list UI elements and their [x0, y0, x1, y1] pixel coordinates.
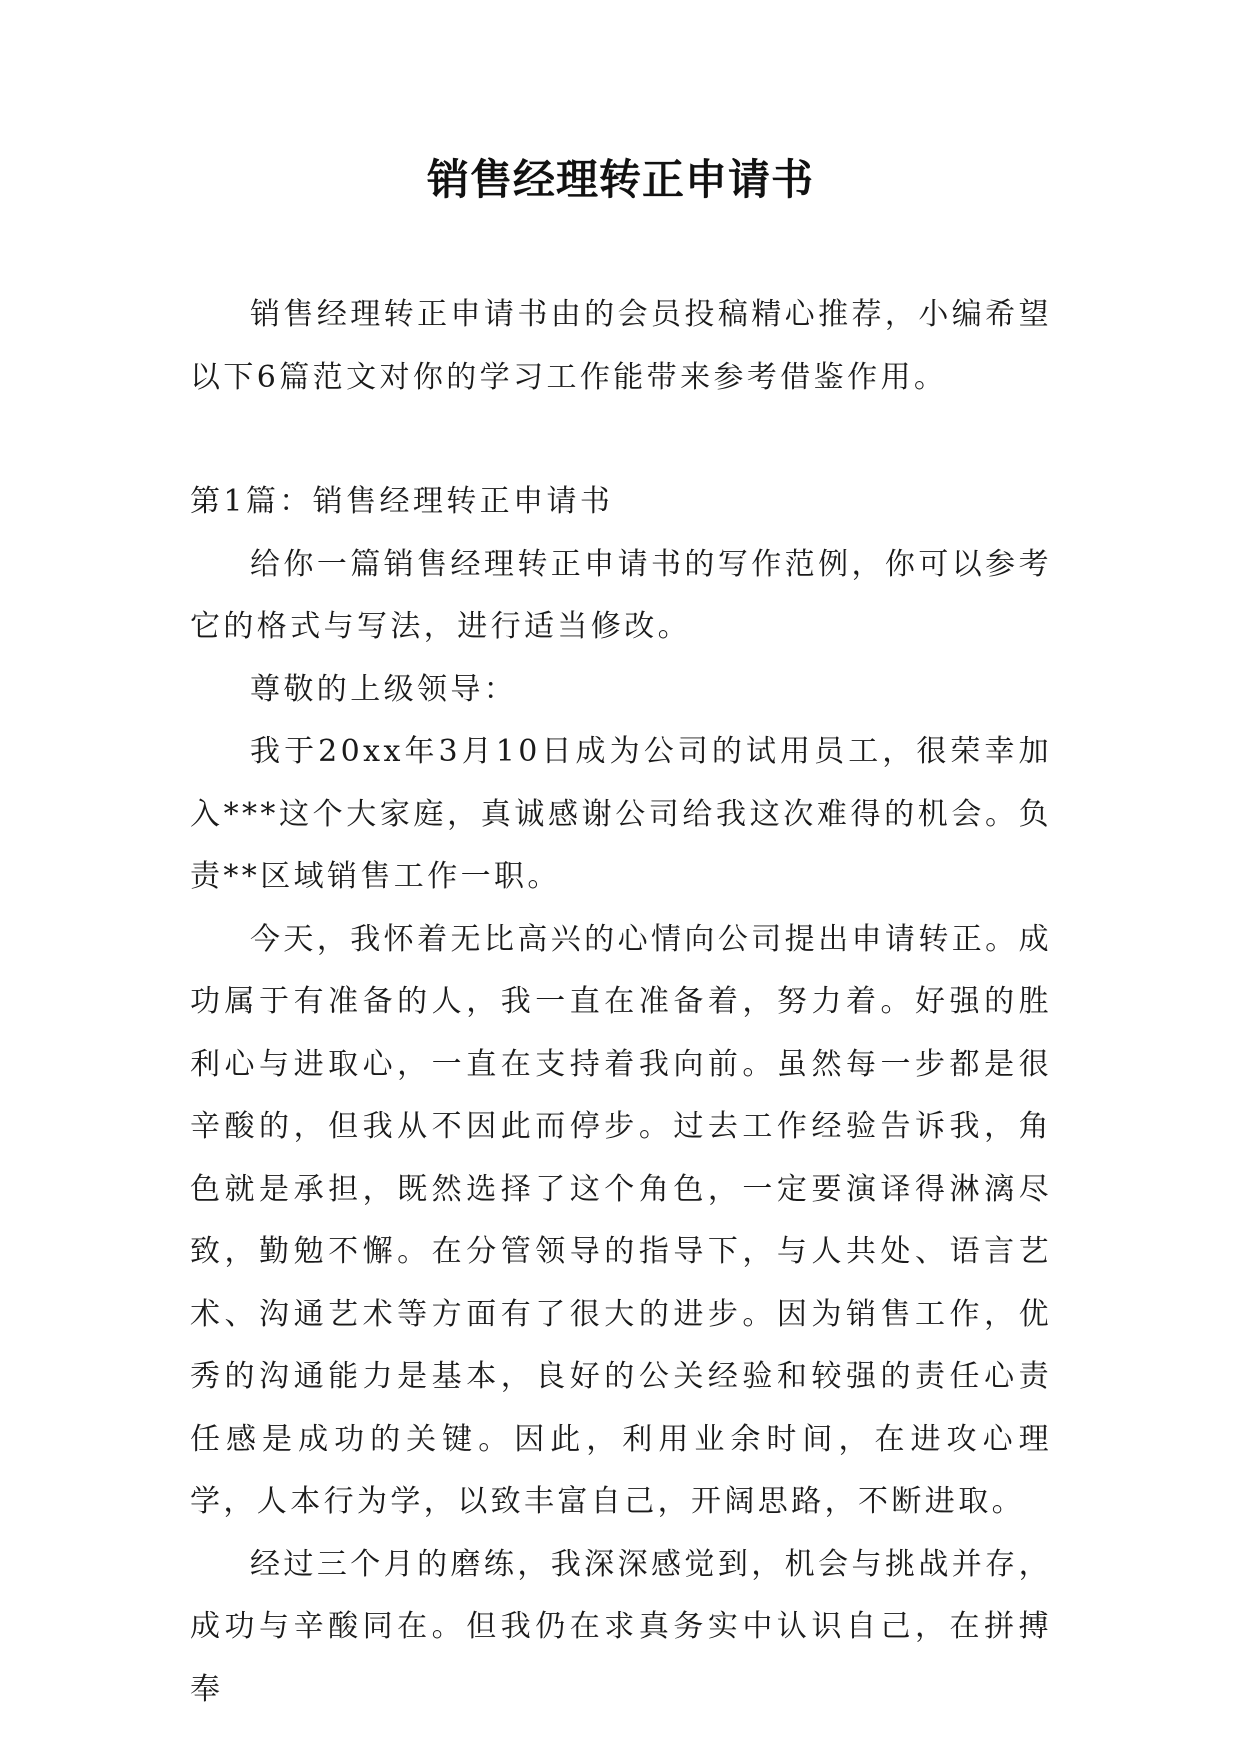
document-title: 销售经理转正申请书 — [426, 155, 814, 204]
body-paragraph: 经过三个月的磨练，我深深感觉到，机会与挑战并存，成功与辛酸同在。但我仍在求真务实中认识自己，在拼搏奉 — [190, 1546, 1052, 1707]
body-paragraph: 我于20xx年3月10日成为公司的试用员工，很荣幸加入***这个大家庭，真诚感谢公司给我这次难得的机会。负责**区域销售工作一职。 — [190, 734, 1052, 894]
document-body — [190, 284, 1052, 1721]
salutation: 尊敬的上级领导： — [250, 671, 518, 707]
body-paragraph: 给你一篇销售经理转正申请书的写作范例，你可以参考它的格式与写法，进行适当修改。 — [190, 546, 1052, 644]
paragraph-gap — [190, 409, 1052, 471]
section-heading: 第1篇：销售经理转正申请书 — [190, 484, 614, 519]
body-paragraph: 今天，我怀着无比高兴的心情向公司提出申请转正。成功属于有准备的人，我一直在准备着，努力着。好强的胜利心与进取心，一直在支持着我向前。虽然每一步都是很辛酸的，但我从不因此而停步。过去工作经验告诉我，角色就是承担，既然选择了这个角色，一定要演译得淋漓尽致，勤勉不懈。在分管领导的指导下，与人共处、语言艺术、沟通艺术等方面有了很大的进步。因为销售工作，优秀的沟通能力是基本，良好的公关经验和较强的责任心责任感是成功的关键。因此，利用业余时间，在进攻心理学，人本行为学，以致丰富自己，开阔思路，不断进取。 — [190, 921, 1052, 1519]
intro-paragraph: 销售经理转正申请书由的会员投稿精心推荐，小编希望以下6篇范文对你的学习工作能带来参考借鉴作用。 — [190, 297, 1052, 395]
